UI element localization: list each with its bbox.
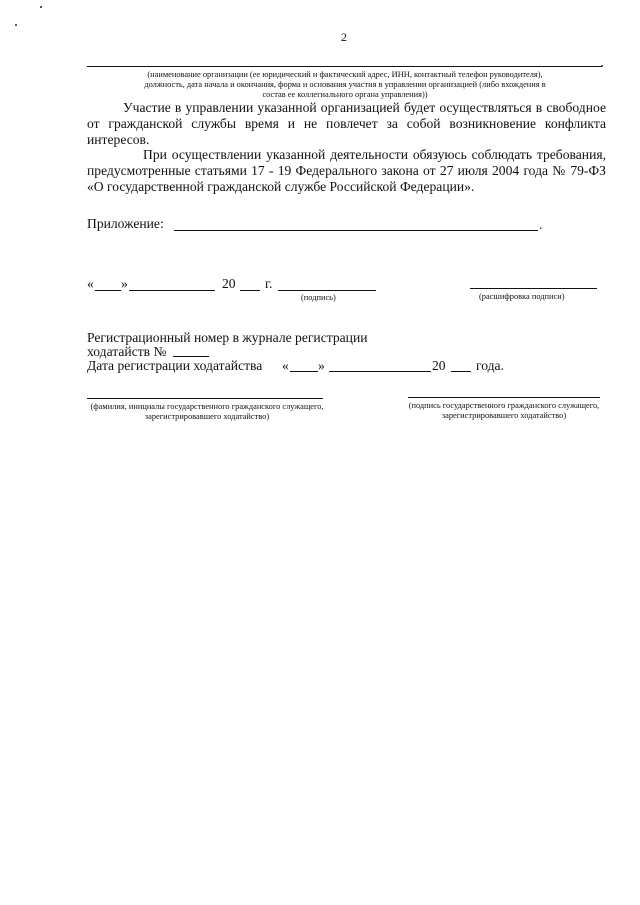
organization-caption-line: (наименование организации (ее юридический и фактический адрес, ИНН, контактный телефон руководителя), <box>147 70 543 79</box>
registration-year-prefix: 20 <box>432 358 446 373</box>
registration-number-line <box>173 356 209 357</box>
obligation-paragraph: При осуществлении указанной деятельности обязуюсь соблюдать требования, предусмотренные статьями 17 - 19 Федерального закона от 27 июля 2004 года № 79-ФЗ «О государственной гражданской службе Российской Федерации». <box>87 147 606 194</box>
organization-caption-line: должность, дата начала и окончания, форма и основания участия в управлении организацией (либо вхождения в <box>144 80 546 89</box>
signature-caption: (подпись) <box>301 293 336 302</box>
signature-decode-caption: (расшифровка подписи) <box>479 292 565 301</box>
year-suffix: г. <box>265 276 273 291</box>
year-line <box>240 290 260 291</box>
signature-decode-line <box>470 288 597 289</box>
registrar-name-caption: (фамилия, инициалы государственного гражданского служащего, зарегистрировавшего ходатайство) <box>90 402 324 421</box>
registration-day-line <box>290 371 318 372</box>
registrar-signature-caption: (подпись государственного гражданского служащего, зарегистрировавшего ходатайство) <box>408 401 600 420</box>
attachment-end: . <box>539 217 543 232</box>
month-line <box>129 290 215 291</box>
scan-speck <box>40 6 42 8</box>
attachment-label: Приложение: <box>87 216 164 231</box>
year-prefix: 20 <box>222 276 236 291</box>
registration-line-2: ходатайств № <box>87 344 167 359</box>
date-quote-close: » <box>121 276 128 291</box>
day-line <box>95 290 121 291</box>
participation-paragraph: Участие в управлении указанной организацией будет осуществляться в свободное от гражданской службы время и не повлечет за собой возникновение конфликта интересов. <box>87 100 606 147</box>
scan-speck <box>15 24 17 26</box>
organization-line <box>87 66 601 67</box>
signature-line <box>278 290 376 291</box>
date-quote-open: « <box>87 276 94 291</box>
registration-line-1: Регистрационный номер в журнале регистрации <box>87 330 368 345</box>
registration-month-line <box>329 371 431 372</box>
organization-caption-line: состав ее коллегиального органа управления)) <box>262 90 428 99</box>
registration-date-label: Дата регистрации ходатайства <box>87 358 263 373</box>
organization-caption <box>85 70 605 100</box>
registration-quote-open: « <box>282 358 289 373</box>
registration-year-suffix: года. <box>476 358 504 373</box>
registrar-name-line <box>87 398 323 399</box>
line-end-dot <box>601 65 603 67</box>
registrar-signature-line <box>408 397 600 398</box>
registration-quote-close: » <box>318 358 325 373</box>
page-number: 2 <box>341 30 347 44</box>
attachment-line <box>174 230 538 231</box>
registration-year-line <box>451 371 471 372</box>
